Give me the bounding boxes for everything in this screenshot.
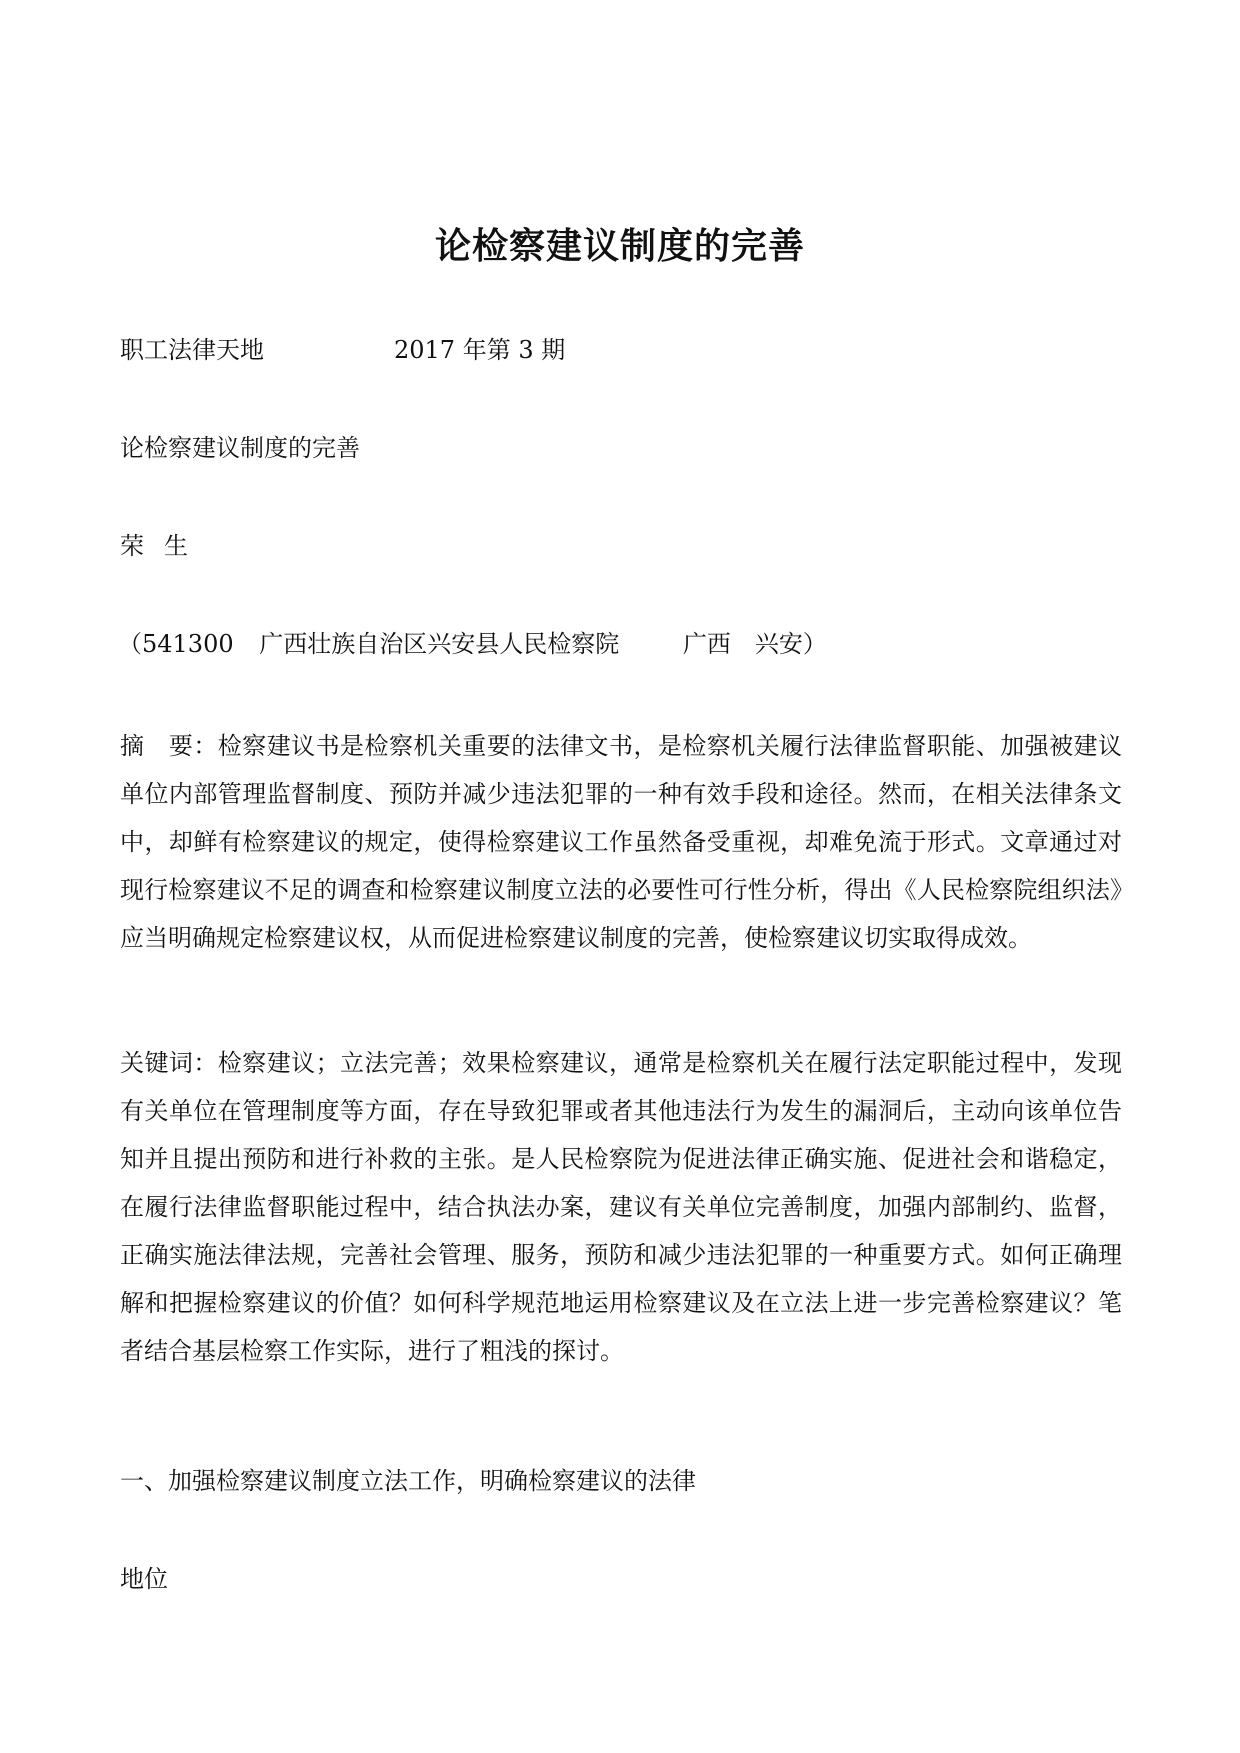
- section-heading-continuation: 地位: [120, 1565, 168, 1593]
- journal-name: 职工法律天地: [120, 336, 264, 364]
- document-title: 论检察建议制度的完善: [434, 226, 805, 267]
- section-heading: 一、加强检察建议制度立法工作，明确检察建议的法律: [120, 1467, 696, 1495]
- affiliation-organization: 广西壮族自治区兴安县人民检察院: [259, 630, 620, 658]
- affiliation-location: 广西 兴安）: [682, 630, 827, 658]
- journal-issue: 2017 年第 3 期: [394, 336, 566, 364]
- keywords-paragraph: 关键词：检察建议；立法完善；效果检察建议，通常是检察机关在履行法定职能过程中，发现有关单位在管理制度等方面，存在导致犯罪或者其他违法行为发生的漏洞后，主动向该单位告知并且提出预防和进行补救的主张。是人民检察院为促进法律正确实施、促进社会和谐稳定，在履行法律监督职能过程中，结合执法办案，建议有关单位完善制度，加强内部制约、监督，正确实施法律法规，完善社会管理、服务，预防和减少违法犯罪的一种重要方式。如何正确理解和把握检察建议的价值？如何科学规范地运用检察建议及在立法上进一步完善检察建议？笔者结合基层检察工作实际，进行了粗浅的探讨。: [120, 1049, 1122, 1365]
- affiliation-zip: （541300: [118, 630, 234, 658]
- author-affiliation: [118, 627, 827, 661]
- abstract-paragraph: 摘 要：检察建议书是检察机关重要的法律文书，是检察机关履行法律监督职能、加强被建议单位内部管理监督制度、预防并减少违法犯罪的一种有效手段和途径。然而，在相关法律条文中，却鲜有检察建议的规定，使得检察建议工作虽然备受重视，却难免流于形式。文章通过对现行检察建议不足的调查和检察建议制度立法的必要性可行性分析，得出《人民检察院组织法》应当明确规定检察建议权，从而促进检察建议制度的完善，使检察建议切实取得成效。: [120, 732, 1122, 952]
- article-subtitle: 论检察建议制度的完善: [120, 434, 360, 462]
- author-name: 荣生: [120, 532, 208, 560]
